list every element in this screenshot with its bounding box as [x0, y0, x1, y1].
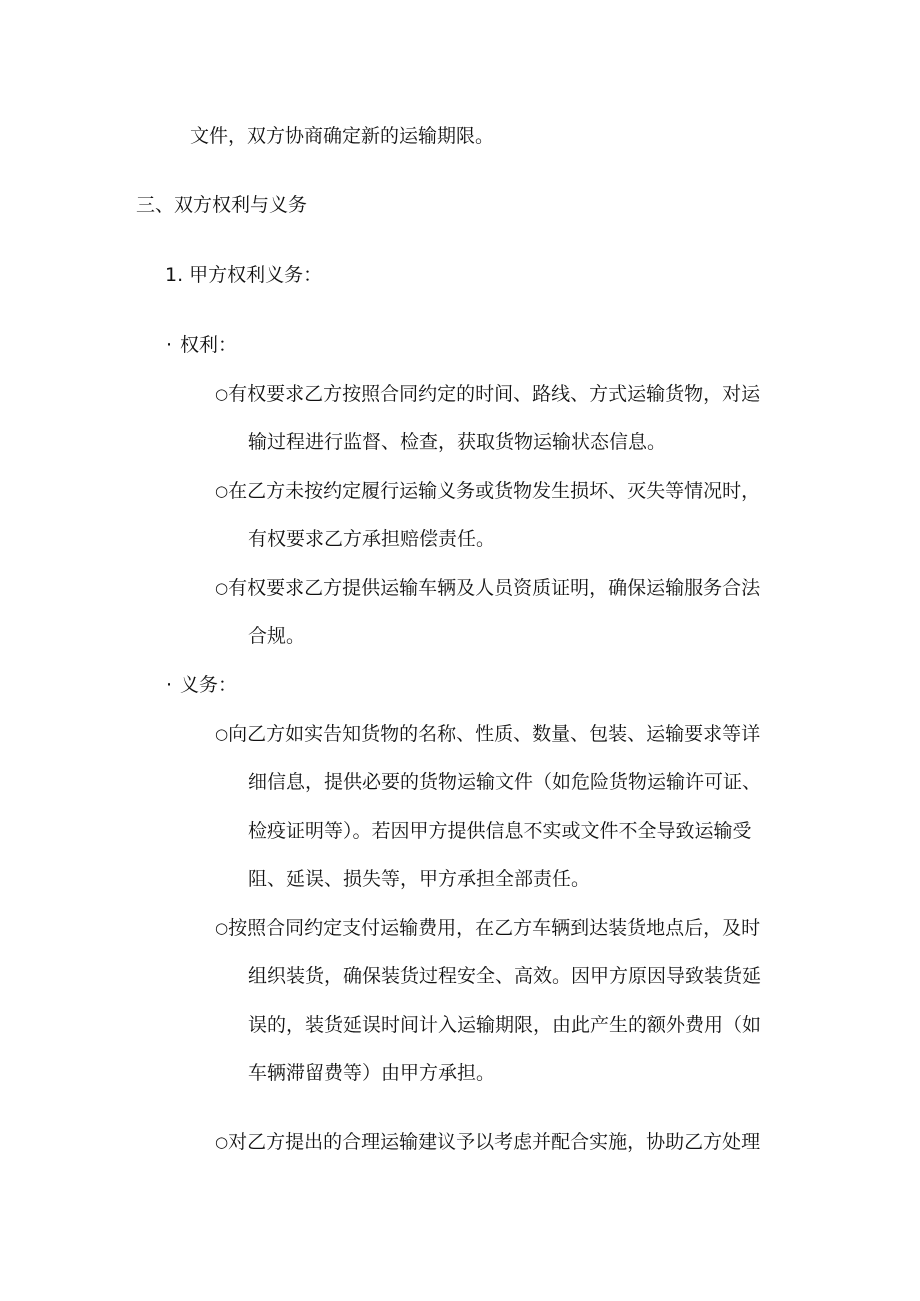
obligations-item-1-line-2: 细信息，提供必要的货物运输文件（如危险货物运输许可证、 — [248, 771, 762, 793]
rights-item-3-line-1: ○有权要求乙方提供运输车辆及人员资质证明，确保运输服务合法 — [215, 577, 761, 599]
rights-heading — [166, 333, 237, 357]
rights-item-3-line-2: 合规。 — [248, 625, 306, 647]
obligations-label: 义务： — [180, 674, 238, 696]
circle-marker: ○ — [215, 725, 229, 743]
rights-label: 权利： — [180, 334, 238, 356]
subsection-heading: 1. 甲方权利义务： — [165, 264, 323, 286]
obligations-item-1-line-1: ○向乙方如实告知货物的名称、性质、数量、包装、运输要求等详 — [215, 723, 761, 745]
continuation-text: 文件，双方协商确定新的运输期限。 — [190, 125, 495, 147]
rights-item-1-line-2: 输过程进行监督、检查，获取货物运输状态信息。 — [248, 431, 667, 453]
rights-item-2-line-1: ○在乙方未按约定履行运输义务或货物发生损坏、灭失等情况时， — [215, 480, 761, 502]
obligations-heading — [166, 673, 237, 697]
obligations-item-2-line-3: 误的，装货延误时间计入运输期限，由此产生的额外费用（如 — [248, 1014, 762, 1036]
obligations-item-2-line-1: ○按照合同约定支付运输费用，在乙方车辆到达装货地点后，及时 — [215, 917, 761, 939]
obligations-item-2-line-4: 车辆滞留费等）由甲方承担。 — [248, 1062, 496, 1084]
circle-marker: ○ — [215, 482, 229, 500]
circle-marker: ○ — [215, 385, 229, 403]
section-heading: 三、双方权利与义务 — [136, 194, 308, 216]
obligations-item-1-line-4: 阻、延误、损失等，甲方承担全部责任。 — [248, 868, 591, 890]
bullet-marker: · — [166, 674, 173, 696]
circle-marker: ○ — [215, 919, 229, 937]
obligations-item-1-line-3: 检疫证明等）。若因甲方提供信息不实或文件不全导致运输受 — [248, 820, 752, 842]
bullet-marker: · — [166, 334, 173, 356]
circle-marker: ○ — [215, 1133, 229, 1151]
rights-item-2-line-2: 有权要求乙方承担赔偿责任。 — [248, 528, 496, 550]
obligations-item-3-line-1: ○对乙方提出的合理运输建议予以考虑并配合实施，协助乙方处理 — [215, 1131, 761, 1153]
obligations-item-2-line-2: 组织装货，确保装货过程安全、高效。因甲方原因导致装货延 — [248, 965, 762, 987]
rights-item-1-line-1: ○有权要求乙方按照合同约定的时间、路线、方式运输货物，对运 — [215, 383, 761, 405]
circle-marker: ○ — [215, 579, 229, 597]
